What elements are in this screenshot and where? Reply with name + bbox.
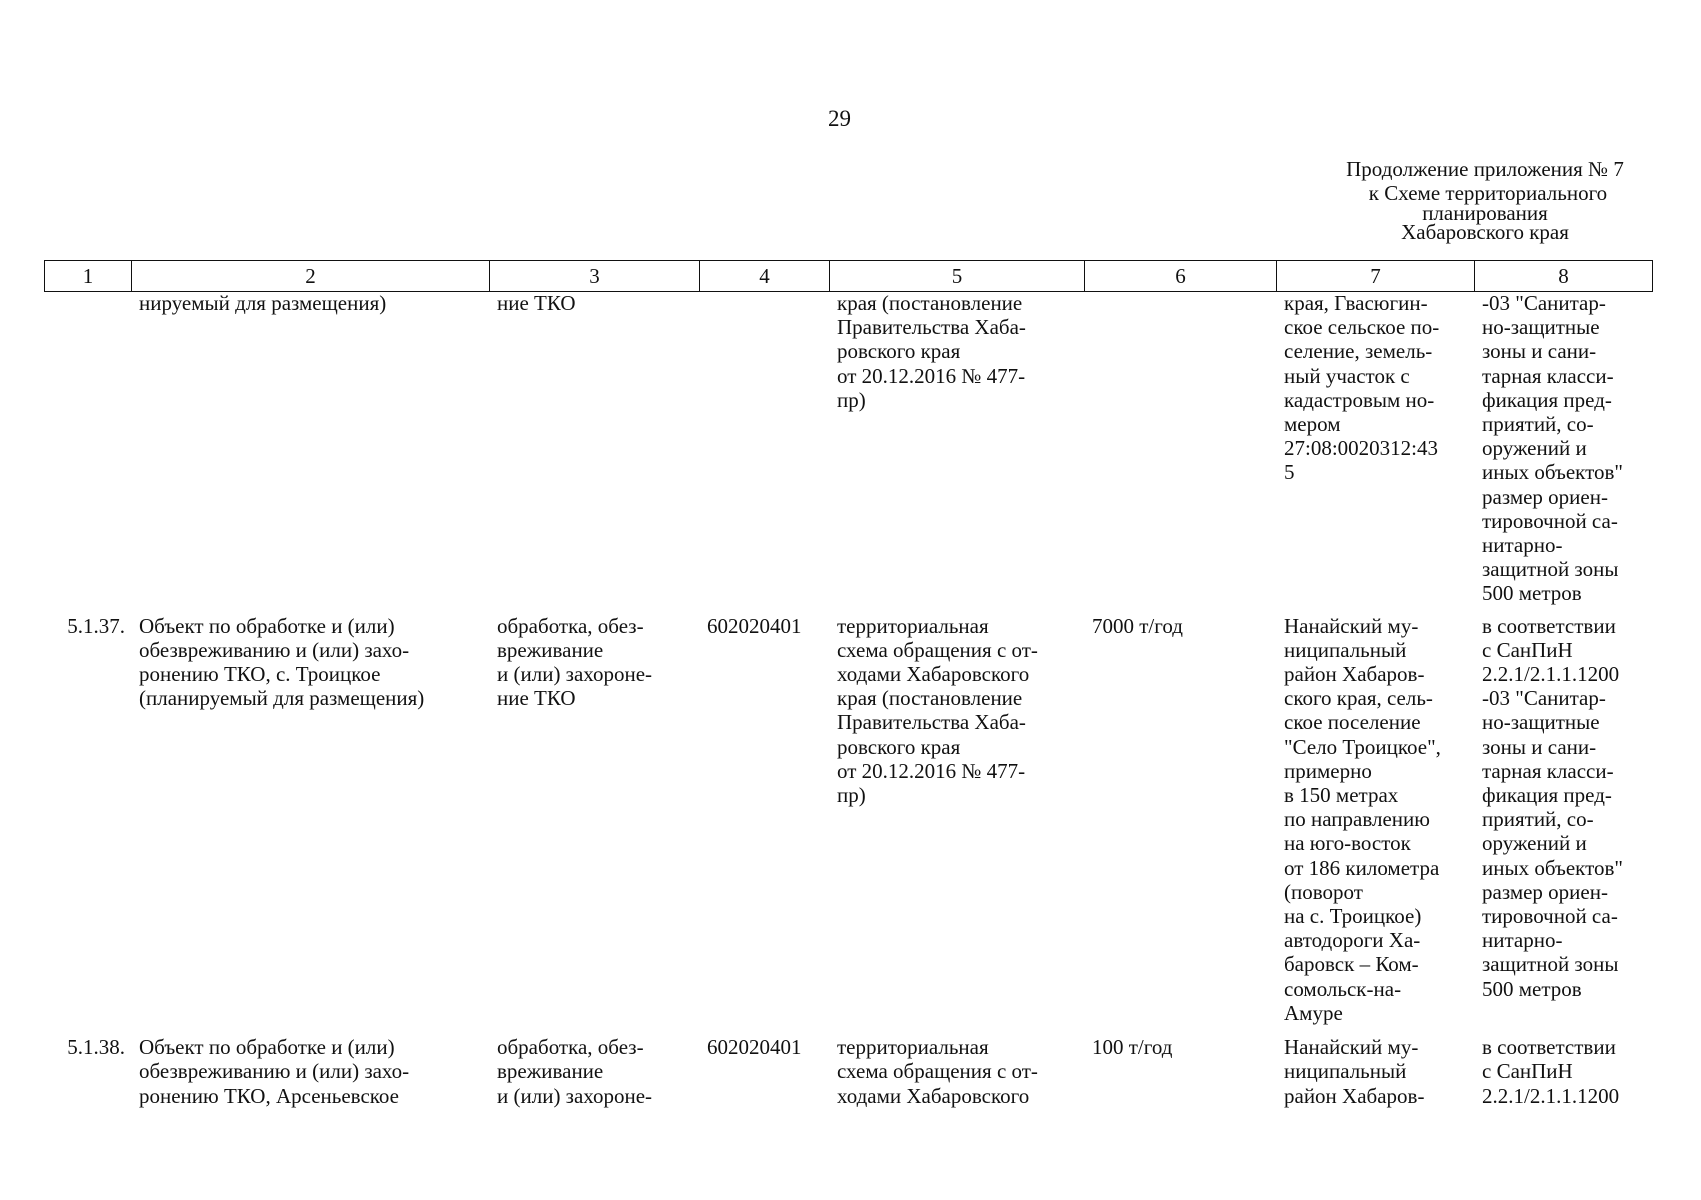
column-number-8: 8	[1475, 261, 1653, 292]
cell-object-name: Объект по обработке и (или) обезвреживанию и (или) захо- ронению ТКО, с. Троицкое (планируемый для размещения)	[139, 613, 425, 711]
cell-protection-zone: в соответствии с СанПиН 2.2.1/2.1.1.1200 -03 "Санитар- но-защитные зоны и сани- тарная класси- фикация пред- приятий, со- оружений и иных объектов" размер ориен- тировочной са- нитарно- защитной зоны 500 метров	[1482, 613, 1623, 1001]
column-number-3: 3	[490, 261, 700, 292]
cell-number: 5.1.38.	[67, 1035, 125, 1060]
column-number-row	[45, 261, 1653, 292]
cell-purpose: обработка, обез- вреживание и (или) захороне-	[497, 1035, 653, 1108]
table-row-continuation	[44, 291, 1652, 612]
column-number-1: 1	[45, 261, 132, 292]
cell-basis-document: территориальная схема обращения с от- ходами Хабаровского края (постановление Правительства Хаба- ровского края от 20.12.2016 № 477- пр)	[837, 613, 1038, 808]
cell-capacity: 7000 т/год	[1092, 613, 1183, 638]
cell-location: Нанайский му- ниципальный район Хабаров-	[1284, 1035, 1425, 1108]
cell-capacity: 100 т/год	[1092, 1035, 1173, 1060]
cell-code: 602020401	[707, 1035, 802, 1060]
column-number-header	[44, 260, 1653, 292]
cell-object-name: нируемый для размещения)	[139, 291, 387, 315]
cell-purpose: обработка, обез- вреживание и (или) захороне- ние ТКО	[497, 613, 653, 711]
page-number: 29	[828, 106, 851, 131]
cell-object-name: Объект по обработке и (или) обезвреживанию и (или) захо- ронению ТКО, Арсеньевское	[139, 1035, 410, 1108]
cell-location: края, Гвасюгин- ское сельское по- селение, земель- ный участок с кадастровым но- мером 27:08:0020312:43 5	[1284, 291, 1440, 485]
appendix-header-line2: к Схеме территориального	[1368, 181, 1608, 205]
cell-number	[44, 291, 131, 612]
cell-protection-zone: -03 "Санитар- но-защитные зоны и сани- тарная класси- фикация пред- приятий, со- оружений и иных объектов" размер ориен- тировочной са- нитарно- защитной зоны 500 метров	[1482, 291, 1623, 606]
appendix-header-line3: планирования	[1422, 201, 1548, 225]
objects-table-body	[44, 291, 1652, 1116]
appendix-header	[1290, 156, 1680, 242]
appendix-header-line4: Хабаровского края	[1401, 220, 1569, 244]
column-number-6: 6	[1085, 261, 1277, 292]
table-row	[44, 1033, 1652, 1116]
cell-number: 5.1.37.	[67, 613, 125, 638]
cell-capacity	[1084, 291, 1276, 612]
cell-basis-document: края (постановление Правительства Хаба- ровского края от 20.12.2016 № 477- пр)	[837, 291, 1026, 412]
appendix-header-line1: Продолжение приложения № 7	[1346, 157, 1624, 181]
cell-protection-zone: в соответствии с СанПиН 2.2.1/2.1.1.1200	[1482, 1035, 1620, 1108]
cell-code: 602020401	[707, 613, 802, 638]
column-number-5: 5	[830, 261, 1085, 292]
cell-location: Нанайский му- ниципальный район Хабаров- ского края, сель- ское поселение "Село Троицкое", примерно в 150 метрах по направлению на юго-восток от 186 километра (поворот на с. Троицкое) автодороги Ха- баровск – Ком- сомольск-на- Амуре	[1284, 613, 1441, 1025]
cell-code	[699, 291, 829, 612]
column-number-4: 4	[700, 261, 830, 292]
column-number-7: 7	[1277, 261, 1475, 292]
column-number-2: 2	[132, 261, 490, 292]
cell-basis-document: территориальная схема обращения с от- ходами Хабаровского	[837, 1035, 1038, 1108]
table-row	[44, 612, 1652, 1033]
cell-purpose: ние ТКО	[497, 291, 576, 315]
